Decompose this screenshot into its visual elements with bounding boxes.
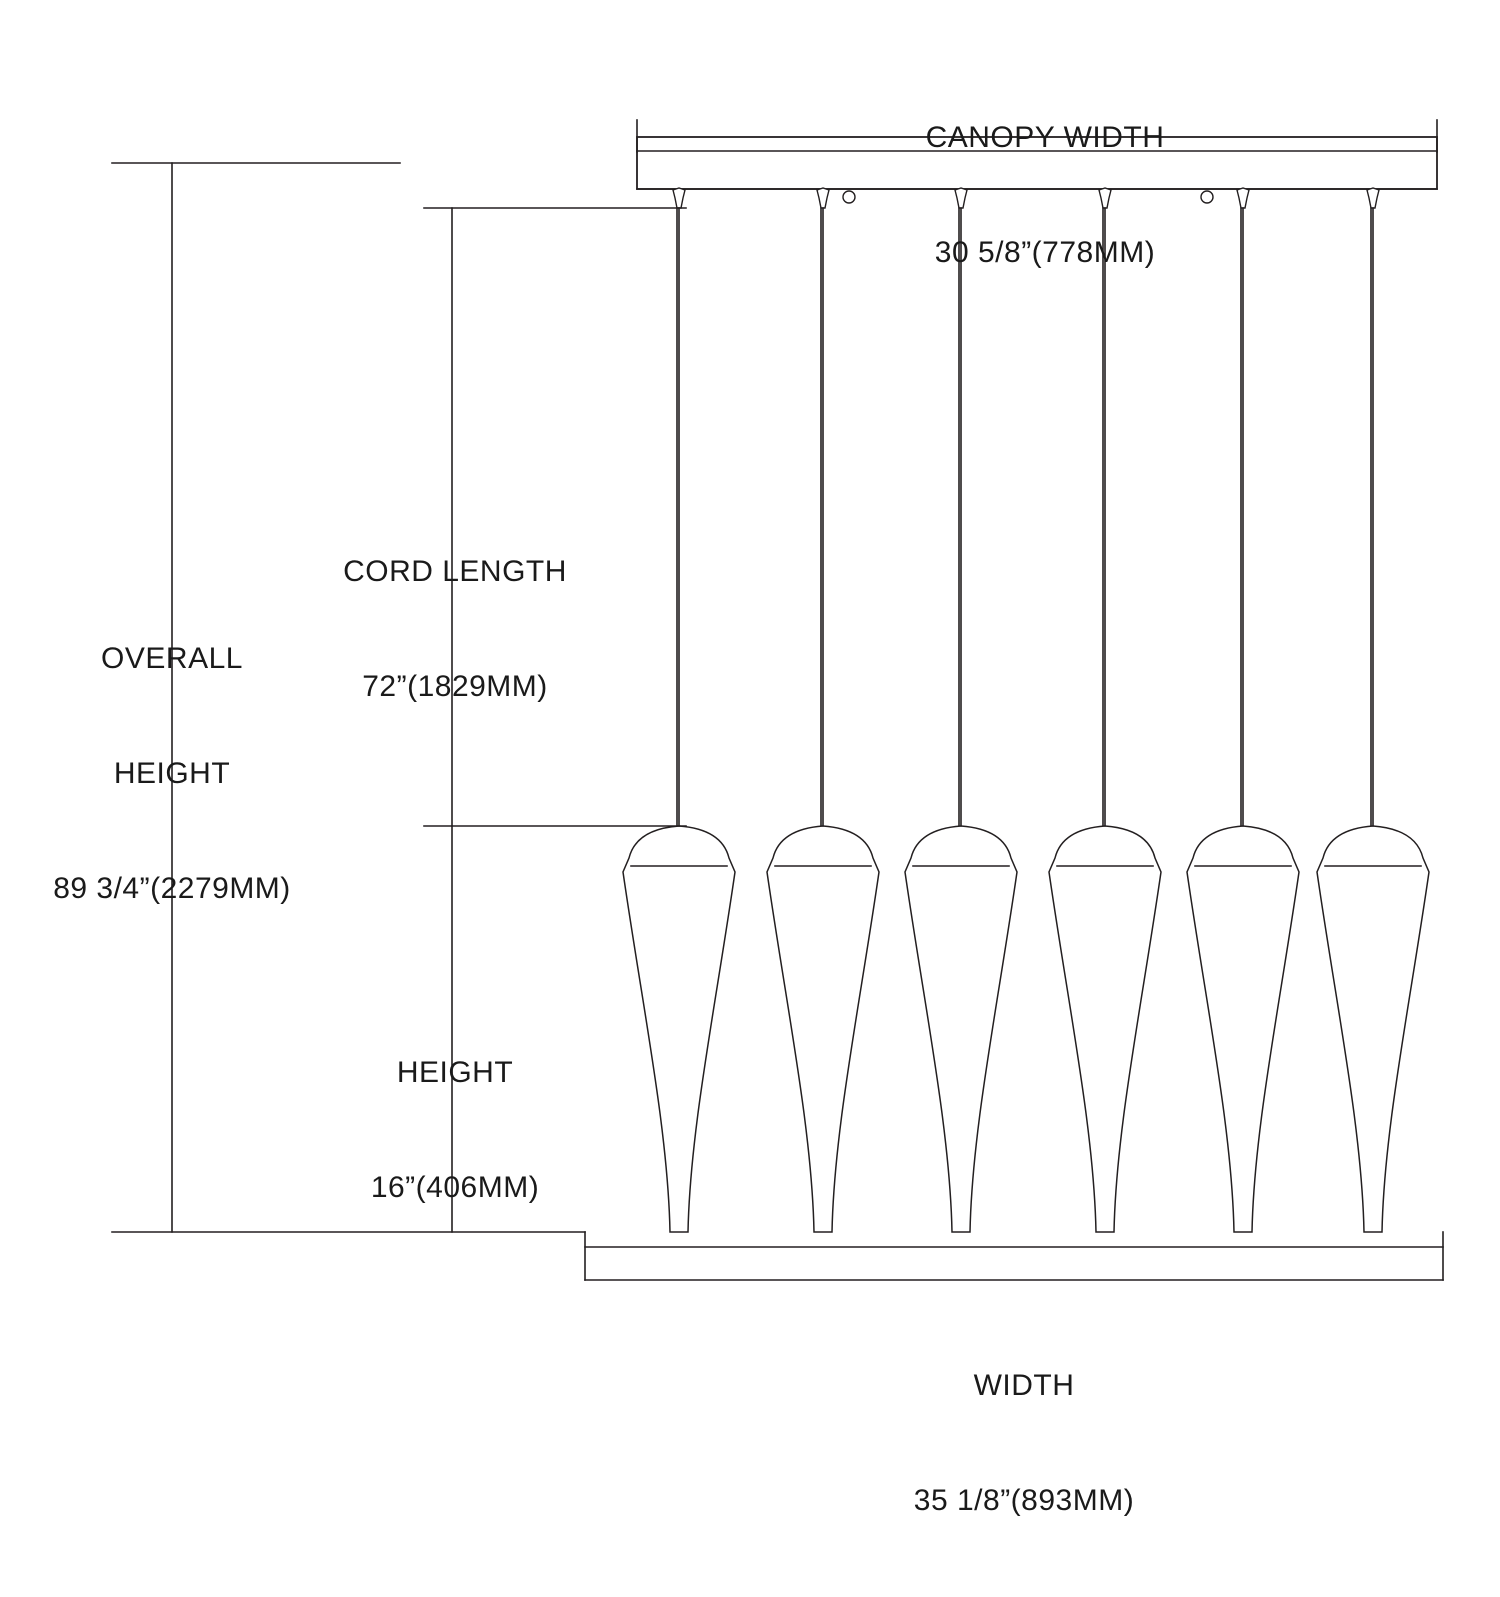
canopy-width-name: CANOPY WIDTH — [925, 120, 1165, 154]
height-name: HEIGHT — [396, 1055, 514, 1089]
cord-length-value: 72”(1829MM) — [362, 669, 548, 703]
height-value: 16”(406MM) — [370, 1170, 540, 1204]
canopy-width-value: 30 5/8”(778MM) — [934, 235, 1156, 269]
canopy-width-label — [735, 42, 1355, 349]
width-dimension — [585, 1232, 1443, 1280]
cord-length-name: CORD LENGTH — [343, 554, 567, 588]
overall-height-name-line1: OVERALL — [101, 641, 243, 675]
overall-height-label — [12, 563, 332, 985]
height-label — [285, 977, 625, 1284]
overall-height-name-line2: HEIGHT — [113, 756, 231, 790]
width-name: WIDTH — [973, 1368, 1075, 1402]
overall-height-value: 89 3/4”(2279MM) — [53, 872, 291, 906]
width-label — [714, 1290, 1334, 1597]
width-value: 35 1/8”(893MM) — [913, 1483, 1135, 1517]
